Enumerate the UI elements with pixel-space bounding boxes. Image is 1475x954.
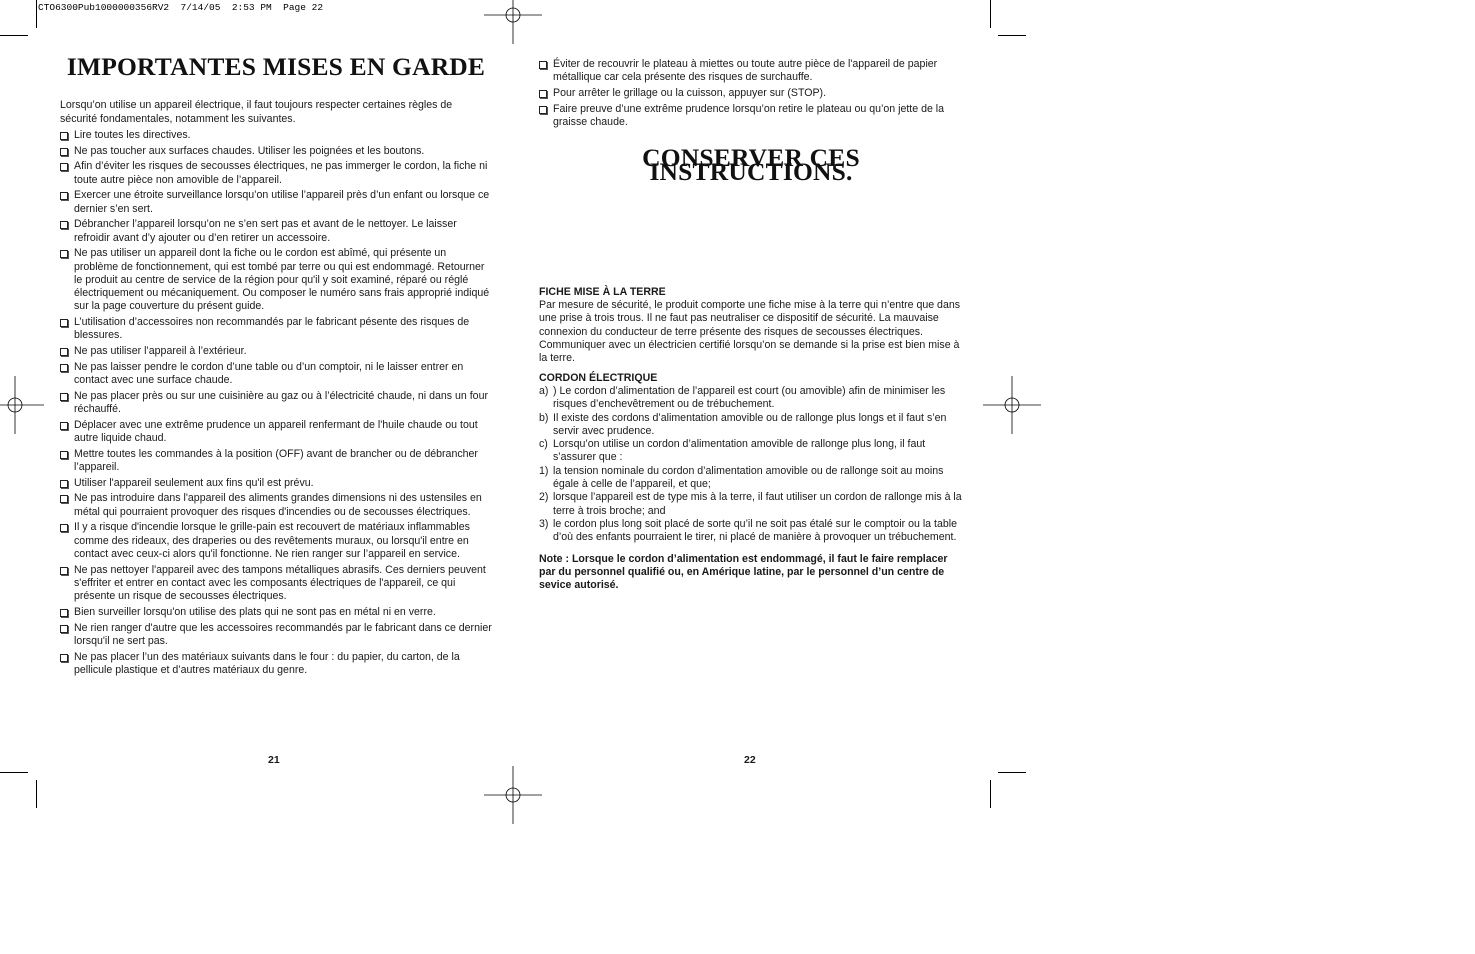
list-item: Afin d’éviter les risques de secousses électriques, ne pas immerger le cordon, la fiche ni toute autre pièce non amovible de l’appareil. <box>60 160 492 187</box>
list-item: Lire toutes les directives. <box>60 129 492 142</box>
list-item: Ne pas placer l’un des matériaux suivants dans le four : du papier, du carton, de la pellicule plastique et d’autres matériaux du genre. <box>60 651 492 678</box>
checkbox-square-icon <box>60 348 68 356</box>
list-item: Ne pas utiliser l’appareil à l’extérieur. <box>60 345 492 358</box>
registration-mark-icon <box>0 376 44 434</box>
crop-mark <box>0 35 28 36</box>
checkbox-square-icon <box>539 61 547 69</box>
list-item: Bien surveiller lorsqu'on utilise des plats qui ne sont pas en métal ni en verre. <box>60 606 492 619</box>
list-item: Déplacer avec une extrême prudence un appareil renfermant de l'huile chaude ou tout autre liquide chaud. <box>60 419 492 446</box>
checkbox-square-icon <box>60 524 68 532</box>
checkbox-square-icon <box>60 221 68 229</box>
list-item: a) ) Le cordon d’alimentation de l’appareil est court (ou amovible) afin de minimiser les risques d’enchevêtrement ou de trébuchement. <box>539 384 946 411</box>
intro-paragraph: Lorsqu’on utilise un appareil électrique, il faut toujours respecter certaines règles de sécurité fondamentales, notamment les suivantes. <box>60 99 453 125</box>
list-item: Ne rien ranger d'autre que les accessoires recommandés par le fabricant dans ce dernier lorsqu'il ne sert pas. <box>60 622 492 649</box>
crop-mark <box>998 772 1026 773</box>
checkbox-square-icon <box>60 654 68 662</box>
save-instructions-title: CONSERVER CES INSTRUCTIONS. <box>642 143 860 186</box>
checkbox-square-icon <box>60 250 68 258</box>
crop-mark <box>990 780 991 808</box>
registration-mark-icon <box>484 0 542 44</box>
crop-mark <box>36 780 37 808</box>
list-item: Ne pas placer près ou sur une cuisinière au gaz ou à l’électricité chaude, ni dans un four réchauffé. <box>60 390 492 417</box>
page-number-right: 22 <box>744 754 756 766</box>
list-item: 2) lorsque l’appareil est de type mis à la terre, il faut utiliser un cordon de rallonge mis à la terre à trois broche; and <box>539 491 962 517</box>
crop-mark <box>998 35 1026 36</box>
crop-mark <box>36 0 37 28</box>
list-item: Ne pas introduire dans l'appareil des aliments grandes dimensions ni des ustensiles en métal qui pourraient provoquer des risques d'incendies ou de secousses électriques. <box>60 492 492 519</box>
registration-mark-icon <box>484 766 542 824</box>
list-item: c) Lorsqu’on utilise un cordon d’alimentation amovible de rallonge plus long, il faut s’assurer que : <box>539 438 926 464</box>
checkbox-square-icon <box>60 495 68 503</box>
checkbox-square-icon <box>60 163 68 171</box>
checkbox-square-icon <box>60 132 68 140</box>
checkbox-square-icon <box>60 422 68 430</box>
left-page <box>60 52 492 680</box>
list-item: Utiliser l'appareil seulement aux fins qu'il est prévu. <box>60 477 492 490</box>
checkbox-square-icon <box>60 192 68 200</box>
plug-paragraph: Par mesure de sécurité, le produit comporte une fiche mise à la terre qui n’entre que dans une prise à trois trous. Il ne faut pas neutraliser ce dispositif de sécurité. La mauvaise connexion du conducteur de terre présente des risques de secousses électriques. Communiquer avec un électricien certifié lorsqu’on se demande si la prise est bien mise à la terre. <box>539 299 961 365</box>
cord-list <box>539 385 963 545</box>
list-item: 1) la tension nominale du cordon d’alimentation amovible ou de rallonge soit au moins égale à celle de l’appareil, et que; <box>539 464 944 491</box>
list-item: Ne pas laisser pendre le cordon d’une table ou d’un comptoir, ni le laisser entrer en contact avec une surface chaude. <box>60 361 492 388</box>
checkbox-square-icon <box>539 90 547 98</box>
list-item: Ne pas utiliser un appareil dont la fiche ou le cordon est abîmé, qui présente un problème de fonctionnement, qui est tombé par terre ou qui est endommagé. Retourner le produit au centre de service de la région pour qu'il y soit examiné, réparé ou réglé électriquement ou mécaniquement. Ou composer le numéro sans frais approprié indiqué sur la page couverture du présent guide. <box>60 247 492 313</box>
checkbox-square-icon <box>60 364 68 372</box>
checkbox-square-icon <box>60 625 68 633</box>
checkbox-square-icon <box>60 148 68 156</box>
crop-mark <box>990 0 991 28</box>
list-item: Éviter de recouvrir le plateau à miettes ou toute autre pièce de l'appareil de papier métallique car cela présente des risques de surchauffe. <box>539 58 963 85</box>
checkbox-square-icon <box>60 609 68 617</box>
list-item: Ne pas nettoyer l'appareil avec des tampons métalliques abrasifs. Ces derniers peuvent s'effriter et entrer en contact avec les composants électriques de l'appareil, ce qui présente un risque de secousses électriques. <box>60 564 492 604</box>
checkbox-square-icon <box>60 480 68 488</box>
list-item: Exercer une étroite surveillance lorsqu’on utilise l’appareil près d’un enfant ou lorsque ce dernier s’en sert. <box>60 189 492 216</box>
list-item: Ne pas toucher aux surfaces chaudes. Utiliser les poignées et les boutons. <box>60 145 492 158</box>
list-item: 3) le cordon plus long soit placé de sorte qu’il ne soit pas étalé sur le comptoir ou la table d’où des enfants pourraient le tirer, ni placé de manière à provoquer un trébuchement. <box>539 517 957 544</box>
list-item: Il y a risque d'incendie lorsque le grille-pain est recouvert de matériaux inflammables comme des rideaux, des draperies ou des revêtements muraux, ou lorsqu'il entre en contact avec ceux-ci alors qu'il fonctionne. Ne rien ranger sur l’appareil en service. <box>60 521 492 561</box>
list-item: Débrancher l’appareil lorsqu’on ne s’en sert pas et avant de le nettoyer. Le laisser refroidir avant d’y ajouter ou d’en retirer un accessoire. <box>60 218 492 245</box>
checkbox-square-icon <box>60 393 68 401</box>
list-item: Mettre toutes les commandes à la position (OFF) avant de brancher ou de débrancher l’appareil. <box>60 448 492 475</box>
list-item: L’utilisation d’accessoires non recommandés par le fabricant pésente des risques de blessures. <box>60 316 492 343</box>
plug-heading: FICHE MISE À LA TERRE <box>539 285 666 298</box>
checkbox-square-icon <box>60 451 68 459</box>
note-paragraph: Note : Lorsque le cordon d’alimentation est endommagé, il faut le faire remplacer par du personnel qualifié ou, en Amérique latine, par le personnel d’un centre de sevice autorisé. <box>539 552 948 592</box>
crop-mark <box>0 772 28 773</box>
safeguards-list-continued <box>539 58 963 129</box>
left-page-title: IMPORTANTES MISES EN GARDE <box>66 52 486 81</box>
checkbox-square-icon <box>60 319 68 327</box>
list-item: b) Il existe des cordons d’alimentation amovible ou de rallonge plus longs et il faut s’en servir avec prudence. <box>539 411 947 437</box>
cord-heading: CORDON ÉLECTRIQUE <box>539 371 658 384</box>
registration-mark-icon <box>983 376 1041 434</box>
list-item: Pour arrêter le grillage ou la cuisson, appuyer sur (STOP). <box>539 87 963 100</box>
checkbox-square-icon <box>539 106 547 114</box>
print-slug: CTO6300Pub1000000356RV2 7/14/05 2:53 PM Page 22 <box>38 2 324 13</box>
checkbox-square-icon <box>60 567 68 575</box>
safeguards-list <box>60 129 492 677</box>
right-page <box>539 58 963 592</box>
page-number-left: 21 <box>268 754 280 766</box>
list-item: Faire preuve d’une extrême prudence lorsqu’on retire le plateau ou qu’on jette de la graisse chaude. <box>539 103 963 130</box>
